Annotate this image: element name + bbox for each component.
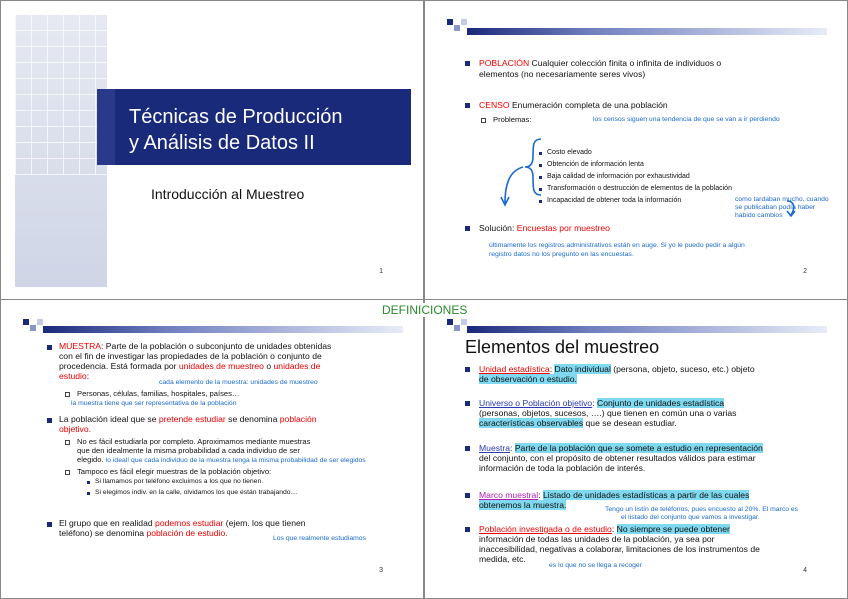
slide1-title-accent <box>97 89 115 165</box>
muestra-line1: MUESTRA: Parte de la población o subconjunto de unidades obtenidas <box>59 341 332 351</box>
muestra-line4: estudio: <box>59 371 90 381</box>
problem-item: Incapacidad de obtener toda la información <box>547 197 682 204</box>
censo-line: CENSO Enumeración completa de una población <box>479 100 668 110</box>
logo-square <box>454 325 460 331</box>
poblacion-investigada-line1: Población investigada o de estudio: No siempre se puede obtener <box>479 524 730 534</box>
logo-square <box>30 325 36 331</box>
header-bar <box>467 326 827 333</box>
poblacion-investigada-line3: inaccesibilidad, negativas a colaborar, limitaciones de los instrumentos de <box>479 544 760 554</box>
problem-item: Transformación o destrucción de elementos de la población <box>547 185 732 192</box>
note-realmente: Los que realmente estudiamos <box>273 535 366 542</box>
grupo-line1: El grupo que en realidad podemos estudiar (ejem. los que tienen <box>59 518 306 528</box>
slide1-grid-pattern <box>15 15 107 175</box>
bullet <box>465 103 470 108</box>
page-number: 3 <box>379 567 383 574</box>
note-registros-2: registro datos no los pregunto en las encuestas. <box>489 251 634 258</box>
muestra-def-line3: información de toda la población de interés. <box>479 463 646 473</box>
grupo-line2: teléfono) se denomina población de estudio. <box>59 528 228 538</box>
header-bar <box>43 326 403 333</box>
slide-4 <box>424 299 848 599</box>
problem-item: Obtención de información lenta <box>547 161 644 168</box>
center-label: DEFINICIONES <box>382 303 468 317</box>
sub-dot <box>87 492 90 495</box>
logo-square <box>454 25 460 31</box>
note-cada-elemento: cada elemento de la muestra: unidades de muestreo <box>159 379 318 386</box>
problem-dot <box>539 200 542 203</box>
logo-square <box>23 319 29 325</box>
bullet <box>47 345 52 350</box>
muestra-def-line1: Muestra: Parte de la población que se somete a estudio en representación <box>479 443 763 453</box>
bullet <box>47 418 52 423</box>
note-registros-1: últimamente los registros administrativos están en auge. Si yo le puedo pedir a algún <box>489 242 745 249</box>
unidad-line1: Unidad estadística: Dato individual (persona, objeto, suceso, etc.) objeto <box>479 364 755 374</box>
problem-item: Costo elevado <box>547 149 592 156</box>
logo-square <box>447 19 453 25</box>
universo-line2: (personas, objetos, sucesos, ….) que tienen en común una o varias <box>479 408 737 418</box>
logo-square <box>461 319 467 325</box>
slide1-subtitle: Introducción al Muestreo <box>151 186 305 202</box>
problem-dot <box>539 176 542 179</box>
poblacion-investigada-line2: información de todas las unidades de la población, ya sea por <box>479 534 715 544</box>
universo-line1: Universo o Población objetivo: Conjunto de unidades estadística <box>479 398 725 408</box>
slide-3 <box>0 299 424 599</box>
sub-bullet <box>65 392 70 397</box>
bullet <box>47 522 52 527</box>
sub-nofacil-2: que den idealmente la misma probabilidad a cada individuo de ser <box>77 446 300 455</box>
unidad-line2: de observación o estudio. <box>479 374 577 384</box>
sub-nofacil-1: No es fácil estudiarla por completo. Aproximamos mediante muestras <box>77 437 311 446</box>
bullet <box>465 527 470 532</box>
universo-line3: características observables que se desean estudiar. <box>479 418 677 428</box>
poblacion-investigada-line4: medida, etc. <box>479 554 526 564</box>
problem-item: Baja calidad de información por exhaustividad <box>547 173 690 180</box>
slide-2 <box>424 0 848 300</box>
note-recoger: es lo que no se llega a recoger <box>549 562 642 569</box>
bullet <box>465 367 470 372</box>
sub-personas: Personas, células, familias, hospitales, países… <box>77 389 240 398</box>
bullet <box>465 401 470 406</box>
bullet <box>465 493 470 498</box>
muestra-line2: con el fin de investigar las propiedades de la población o conjunto de <box>59 351 322 361</box>
note-censos: los censos siguen una tendencia de que se van a ir perdiendo <box>593 116 780 123</box>
poblacion-line1: POBLACIÓN Cualquier colección finita o infinita de individuos o <box>479 58 722 68</box>
sub-bullet <box>481 118 486 123</box>
sub-bullet <box>65 440 70 445</box>
dot-telefono: Si llamamos por teléfono excluimos a los que no tienen. <box>95 478 264 485</box>
muestra-def-line2: del conjunto, con el propósito de obtener resultados válidos para estimar <box>479 453 756 463</box>
note-representativa: la muestra tiene que ser representativa de la población <box>71 400 237 407</box>
slide1-title-line1: Técnicas de Producción <box>129 106 343 128</box>
brace-arrows <box>493 135 549 225</box>
marco-line2: obtenemos la muestra. <box>479 500 567 510</box>
sub-dot <box>87 481 90 484</box>
bullet <box>465 61 470 66</box>
dot-calle: Si elegimos indiv. en la calle, olvidamos los que están trabajando… <box>95 489 298 496</box>
page-number: 1 <box>379 268 383 275</box>
bullet <box>465 226 470 231</box>
problem-dot <box>539 164 542 167</box>
page-number: 4 <box>803 567 807 574</box>
header-bar <box>467 28 827 35</box>
poblacion-ideal-line1: La población ideal que se pretende estudiar se denomina población <box>59 414 317 424</box>
note-listin-2: el listado del conjunto que vamos a investigar. <box>621 514 760 521</box>
slide-1 <box>0 0 424 300</box>
slide1-title-line2: y Análisis de Datos II <box>129 132 315 154</box>
problemas-label: Problemas: <box>493 115 532 124</box>
problem-dot <box>539 188 542 191</box>
muestra-line3: procedencia. Está formada por unidades de muestreo o unidades de <box>59 361 321 371</box>
problem-dot <box>539 152 542 155</box>
sub-bullet <box>65 470 70 475</box>
sub-tampoco: Tampoco es fácil elegir muestras de la población objetivo: <box>77 467 272 476</box>
logo-square <box>447 319 453 325</box>
sub-nofacil-3: elegido. lo ideal! que cada individuo de la muestra tenga la misma probabilidad de ser elegidos <box>77 455 366 464</box>
bullet <box>465 446 470 451</box>
poblacion-ideal-line2: objetivo. <box>59 424 92 434</box>
solucion-line: Solución: Encuestas por muestreo <box>479 223 610 233</box>
logo-square <box>461 19 467 25</box>
poblacion-line2: elementos (no necesariamente seres vivos) <box>479 69 646 79</box>
logo-square <box>37 319 43 325</box>
page-number: 2 <box>803 268 807 275</box>
marco-line1: Marco muestral: Listado de unidades estadísticas a partir de las cuales <box>479 490 750 500</box>
slide4-title: Elementos del muestreo <box>465 337 660 357</box>
note-tardaban: como tardaban mucho, cuando se publicaban podía haber habido cambios <box>735 196 829 219</box>
note-listin-1: Tengo un listín de teléfonos, pues encuesto al 20%. El marco es <box>605 506 799 513</box>
